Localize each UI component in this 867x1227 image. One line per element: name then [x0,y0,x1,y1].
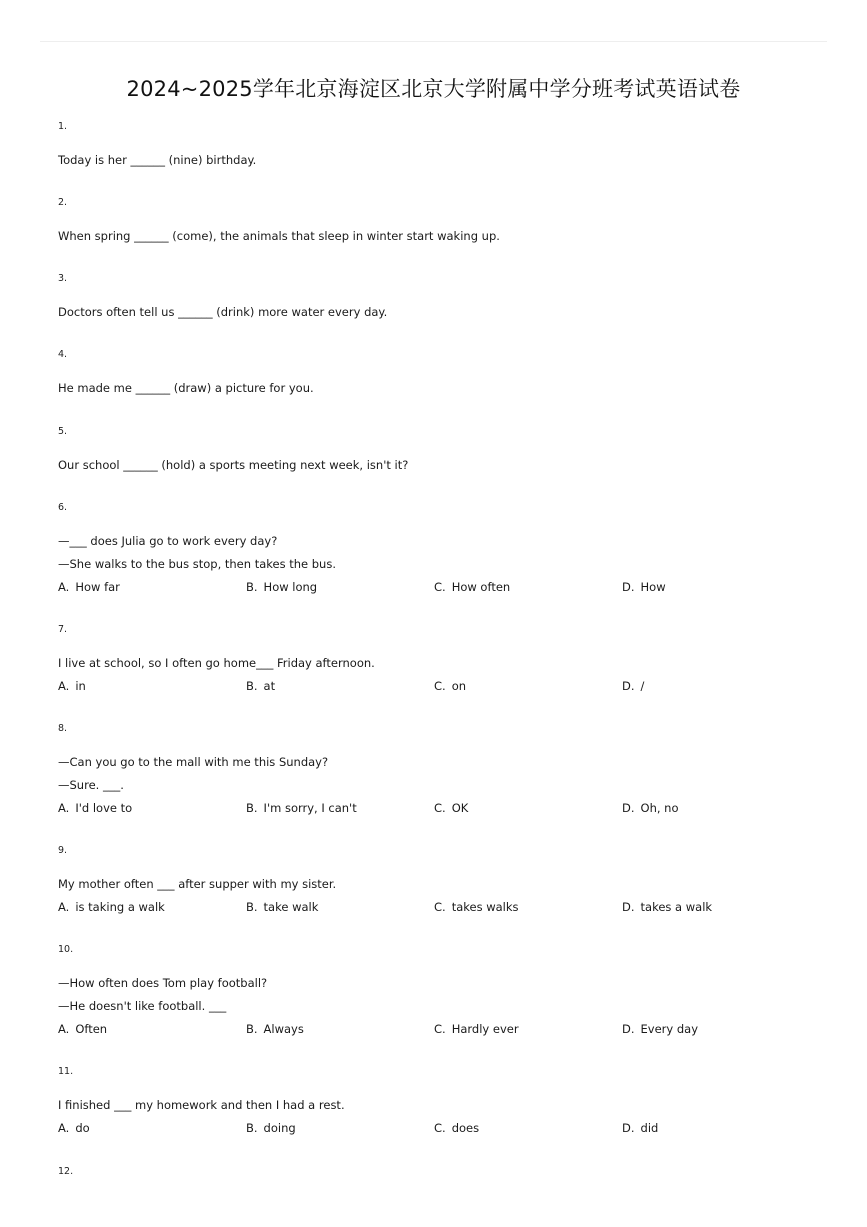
question-1 [58,121,818,172]
option-letter: C. [434,580,446,594]
option-text: takes a walk [640,900,713,914]
option-text: do [75,1121,90,1135]
option-d[interactable] [622,1117,658,1140]
option-text: I'm sorry, I can't [263,801,357,815]
option-text: How [640,580,666,594]
question-11 [58,1066,818,1140]
question-10 [58,944,818,1041]
question-text: Doctors often tell us ______ (drink) more water every day. [58,305,388,319]
question-text: My mother often ___ after supper with my sister. [58,877,337,891]
question-number: 12. [58,1166,74,1177]
option-letter: B. [246,801,258,815]
question-number: 2. [58,197,68,208]
question-text: He made me ______ (draw) a picture for you. [58,381,314,395]
option-text: is taking a walk [75,900,165,914]
page-title: 2024~2025学年北京海淀区北京大学附属中学分班考试英语试卷 [126,77,741,101]
option-text: Often [75,1022,108,1036]
option-c[interactable] [434,797,468,820]
option-letter: D. [622,580,635,594]
question-6 [58,502,818,599]
option-b[interactable] [246,1018,304,1041]
option-letter: A. [58,679,70,693]
option-letter: D. [622,801,635,815]
question-8 [58,723,818,820]
option-d[interactable] [622,675,644,698]
question-number: 8. [58,723,68,734]
question-9 [58,845,818,919]
option-letter: B. [246,580,258,594]
question-text: —Sure. ___. [58,778,124,792]
option-c[interactable] [434,1018,519,1041]
option-b[interactable] [246,1117,296,1140]
answer-options [58,675,818,698]
option-text: How long [263,580,318,594]
option-d[interactable] [622,576,666,599]
option-text: in [75,679,86,693]
option-text: How often [451,580,511,594]
option-text: / [640,679,645,693]
option-text: at [263,679,276,693]
question-number: 6. [58,502,68,513]
top-rule [40,41,827,42]
option-text: Always [263,1022,304,1036]
question-3 [58,273,818,324]
question-number: 10. [58,944,74,955]
option-text: Oh, no [640,801,679,815]
question-7 [58,624,818,698]
option-text: Hardly ever [451,1022,519,1036]
question-number: 11. [58,1066,74,1077]
question-number: 7. [58,624,68,635]
question-number: 5. [58,426,68,437]
option-letter: D. [622,1022,635,1036]
option-letter: A. [58,900,70,914]
question-4 [58,349,818,400]
option-c[interactable] [434,576,510,599]
option-text: doing [263,1121,296,1135]
option-letter: A. [58,580,70,594]
option-a[interactable] [58,1018,107,1041]
question-2 [58,197,818,248]
answer-options [58,1117,818,1140]
option-text: on [451,679,467,693]
option-letter: B. [246,1121,258,1135]
option-letter: C. [434,1022,446,1036]
question-number: 9. [58,845,68,856]
option-d[interactable] [622,896,712,919]
option-a[interactable] [58,1117,90,1140]
answer-options [58,1018,818,1041]
option-letter: C. [434,900,446,914]
question-text: —___ does Julia go to work every day? [58,534,278,548]
option-d[interactable] [622,797,679,820]
question-text: When spring ______ (come), the animals that sleep in winter start waking up. [58,229,500,243]
option-letter: B. [246,900,258,914]
answer-options [58,576,818,599]
question-text: —How often does Tom play football? [58,976,268,990]
question-text: Today is her ______ (nine) birthday. [58,153,257,167]
option-a[interactable] [58,896,165,919]
option-letter: B. [246,1022,258,1036]
option-letter: D. [622,679,635,693]
question-12 [58,1166,818,1178]
option-b[interactable] [246,576,317,599]
option-text: takes walks [451,900,519,914]
question-text: —Can you go to the mall with me this Sunday? [58,755,329,769]
question-number: 1. [58,121,68,132]
option-letter: A. [58,801,70,815]
option-d[interactable] [622,1018,698,1041]
answer-options [58,896,818,919]
option-b[interactable] [246,797,357,820]
option-c[interactable] [434,675,466,698]
answer-options [58,797,818,820]
option-text: Every day [640,1022,699,1036]
option-letter: C. [434,1121,446,1135]
question-number: 3. [58,273,68,284]
option-text: take walk [263,900,319,914]
question-text: Our school ______ (hold) a sports meeting next week, isn't it? [58,458,409,472]
question-text: I live at school, so I often go home___ Friday afternoon. [58,656,375,670]
question-5 [58,426,818,477]
option-a[interactable] [58,797,132,820]
option-letter: A. [58,1022,70,1036]
option-b[interactable] [246,896,318,919]
option-text: I'd love to [75,801,133,815]
option-letter: C. [434,679,446,693]
question-number: 4. [58,349,68,360]
question-text: I finished ___ my homework and then I had a rest. [58,1098,345,1112]
question-text: —He doesn't like football. ___ [58,999,227,1013]
option-c[interactable] [434,1117,479,1140]
option-letter: D. [622,1121,635,1135]
option-letter: B. [246,679,258,693]
option-b[interactable] [246,675,275,698]
option-letter: D. [622,900,635,914]
option-text: OK [451,801,469,815]
option-letter: C. [434,801,446,815]
question-text: —She walks to the bus stop, then takes the bus. [58,557,336,571]
option-text: did [640,1121,659,1135]
option-text: How far [75,580,120,594]
option-text: does [451,1121,480,1135]
option-a[interactable] [58,675,86,698]
option-c[interactable] [434,896,519,919]
option-letter: A. [58,1121,70,1135]
option-a[interactable] [58,576,120,599]
